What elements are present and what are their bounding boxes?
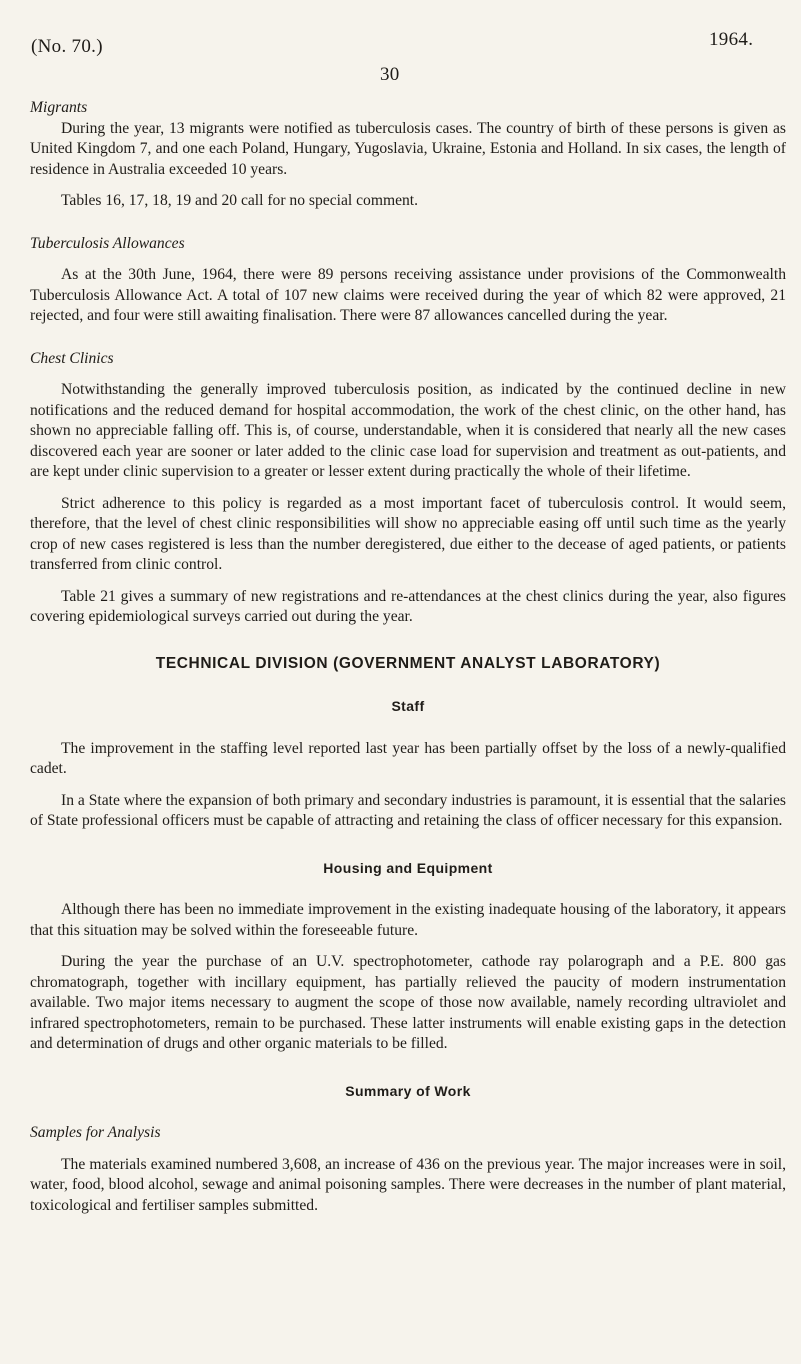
summary-heading: Summary of Work: [345, 1082, 471, 1099]
migrants-paragraph-2: Tables 16, 17, 18, 19 and 20 call for no special comment.: [61, 192, 419, 209]
housing-paragraph-2: During the year the purchase of an U.V. spectrophotometer, cathode ray polarograph and a P.E. 800 gas chromatograph, together with incillary equipment, has partially relieved the paucity of modern instrumentation available. Two major items necessary to augment the scope of those now available, namely recording ultraviolet and infrared spectrophotometers, remain to be purchased. These latter instruments will enable existing gaps in the detection and determination of drugs and other organic materials to be filled.: [30, 953, 786, 1052]
chest-clinics-paragraph-2: Strict adherence to this policy is regarded as a most important facet of tuberculosis control. It would seem, therefore, that the level of chest clinic responsibilities will show no appreciable easing off until such time as the yearly crop of new cases registered is less than the number deregistered, due either to the decease of aged patients, or patients transferred from clinic control.: [30, 494, 786, 573]
document-body: [30, 98, 786, 1216]
housing-paragraph-1: Although there has been no immediate improvement in the existing inadequate housing of the laboratory, it appears that this situation may be solved within the foreseeable future.: [30, 901, 786, 939]
allowances-paragraph-1: As at the 30th June, 1964, there were 89 persons receiving assistance under provisions of the Commonwealth Tuberculosis Allowance Act. A total of 107 new claims were received during the year of which 82 were approved, 21 rejected, and four were still awaiting finalisation. There were 87 allowances cancelled during the year.: [30, 266, 786, 324]
technical-division-title: TECHNICAL DIVISION (GOVERNMENT ANALYST LABORATORY): [155, 654, 661, 672]
staff-paragraph-2: In a State where the expansion of both primary and secondary industries is paramount, it is essential that the salaries of State professional officers must be capable of attracting and retaining the class of officer necessary for this expansion.: [30, 791, 786, 829]
staff-paragraph-1: The improvement in the staffing level reported last year has been partially offset by the loss of a newly-qualified cadet.: [30, 739, 786, 777]
chest-clinics-paragraph-1: Notwithstanding the generally improved tuberculosis position, as indicated by the continued decline in new notifications and the reduced demand for hospital accommodation, the work of the chest clinic, on the other hand, has shown no appreciable falling off. This is, of course, understandable, when it is considered that nearly all the new cases discovered each year are sooner or later added to the clinic case load for supervision and treatment as out-patients, and are kept under clinic supervision to a greater or lesser extent during practically the whole of their lifetime.: [30, 381, 786, 480]
document-year: 1964.: [709, 29, 754, 50]
allowances-heading: Tuberculosis Allowances: [30, 234, 185, 252]
migrants-paragraph-1: During the year, 13 migrants were notified as tuberculosis cases. The country of birth of these persons is given as United Kingdom 7, and one each Poland, Hungary, Yugoslavia, Ukraine, Estonia and Holland. In six cases, the length of residence in Australia exceeded 10 years.: [30, 119, 786, 178]
housing-heading: Housing and Equipment: [323, 859, 493, 876]
chest-clinics-paragraph-3: Table 21 gives a summary of new registrations and re-attendances at the chest clinics during the year, also figures covering epidemiological surveys carried out during the year.: [30, 587, 786, 625]
samples-heading: Samples for Analysis: [30, 1124, 161, 1141]
chest-clinics-heading: Chest Clinics: [30, 349, 114, 367]
migrants-heading: Migrants: [30, 99, 88, 116]
samples-paragraph-1: The materials examined numbered 3,608, an increase of 436 on the previous year. The major increases were in soil, water, food, blood alcohol, sewage and animal poisoning samples. There were decreases in the number of plant material, toxicological and fertiliser samples submitted.: [30, 1155, 786, 1214]
document-number: (No. 70.): [31, 36, 103, 57]
page-number: 30: [380, 64, 400, 85]
staff-heading: Staff: [391, 698, 425, 714]
